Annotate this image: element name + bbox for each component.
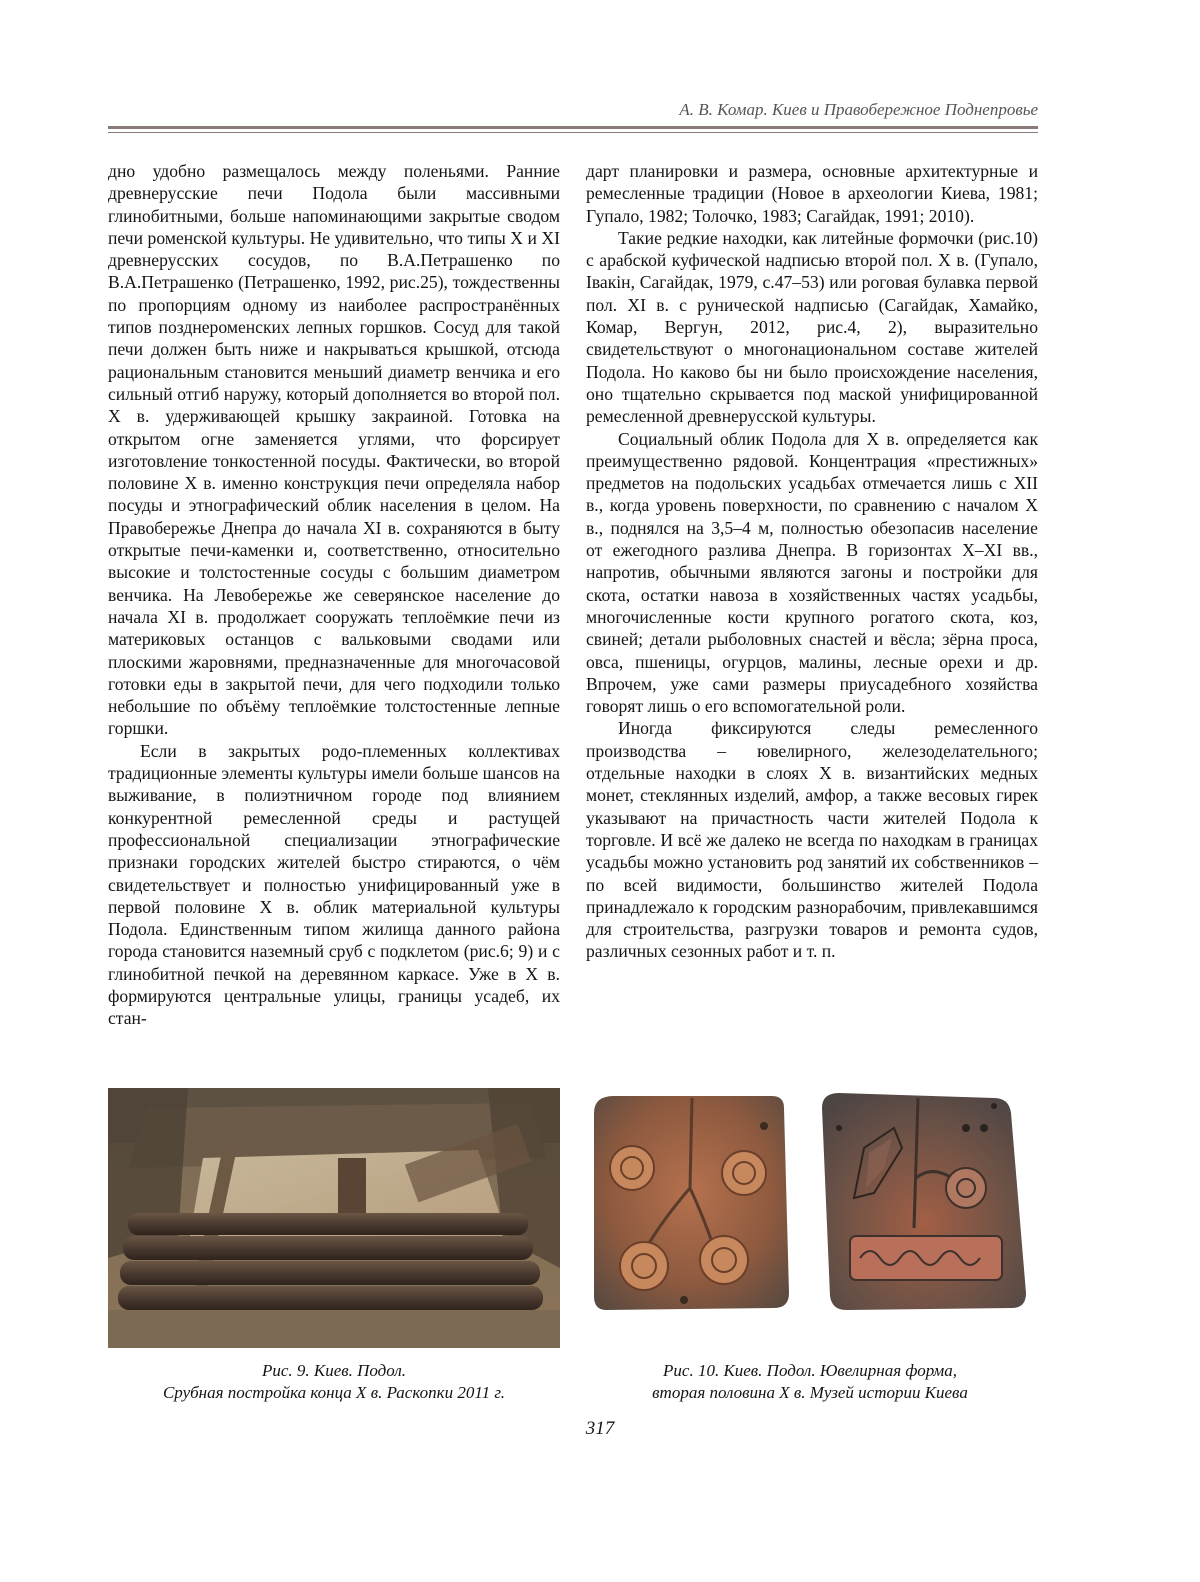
jewellery-mould-image (584, 1088, 1036, 1318)
paragraph: дарт планировки и размера, основные архитектурные и ремесленные традиции (Новое в археологии Киева, 1981; Гупало, 1982; Толочко, 1983; Сагайдак, 1991; 2010). (586, 161, 1038, 226)
header-rule (108, 126, 1038, 129)
caption-line: Срубная постройка конца X в. Раскопки 2011 г. (162, 1383, 506, 1402)
figure-9-caption (108, 1360, 560, 1404)
paragraph: Социальный облик Подола для X в. определяется как преимущественно рядовой. Концентрация «престижных» предметов на подольских усадьбах отмечается лишь с XII в., когда уровень поверхности, по сравнению с началом X в., поднялся на 3,5–4 м, полностью обезопасив население от ежегодного разлива Днепра. В горизонтах X–XI вв., напротив, обычными являются загоны и постройки для скота, остатки навоза в хозяйственных частях усадьбы, многочисленные кости крупного рогатого скота, коз, свиней; детали рыболовных снастей и вёсла; зёрна проса, овса, пшеницы, огурцов, малины, лесные орехи и др. Впрочем, уже сами размеры приусадебного хозяйства говорят лишь о его вспомогательной роли. (586, 428, 1038, 717)
page-number: 317 (585, 1418, 615, 1439)
caption-line: вторая половина X в. Музей истории Киева (652, 1383, 968, 1402)
caption-line: Рис. 9. Киев. Подол. (261, 1361, 407, 1380)
running-head: А. В. Комар. Киев и Правобережное Поднепровье (679, 100, 1038, 119)
figure-10-photo (584, 1088, 1036, 1348)
right-column (586, 160, 1038, 963)
paragraph: Иногда фиксируются следы ремесленного производства – ювелирного, железоделательного; отдельные находки в слоях X в. византийских медных монет, стеклянных изделий, амфор, а также весовых гирек указывают на причастность части жителей Подола к торговле. И всё же далеко не всегда по находкам в границах усадьбы можно установить род занятий их собственников – по всей видимости, большинство жителей Подола принадлежало к городским разнорабочим, привлекавшимся для строительства, разгрузки товаров и ремонта судов, различных сезонных работ и т. п. (586, 718, 1038, 962)
paragraph: дно удобно размещалось между поленьями. Ранние древнерусские печи Подола были массивными глинобитными, больше напоминающими закрытые сводом печи роменской культуры. Не удивительно, что типы X и XI древнерусских сосудов, по В.А.Петрашенко по В.А.Петрашенко (Петрашенко, 1992, рис.25), тождественны по пропорциям одному из наиболее распространённых типов позднероменских лепных горшков. Сосуд для такой печи должен быть ниже и накрываться крышкой, отсюда рациональным становится меньший диаметр венчика и его сильный отгиб наружу, который дополняется во второй пол. X в. удерживающей крышку закраиной. Готовка на открытом огне заменяется углями, что форсирует изготовление тонкостенной посуды. Фактически, во второй половине X в. именно конструкция печи определяла набор посуды и этнографический облик населения в целом. На Правобережье Днепра до начала XI в. сохраняются в быту открытые печи-каменки и, соответственно, относительно высокие и толстостенные сосуды с большим диаметром венчика. На Левобережье же северянское население до начала XI в. продолжает сооружать теплоёмкие печи из материковых останцов с вальковыми сводами или плоскими жаровнями, предназначенные для многочасовой готовки еды в закрытой печи, для чего подходили только небольшие по объёму теплоёмкие толстостенные лепные горшки. (108, 161, 560, 739)
left-column (108, 160, 560, 1030)
excavation-log-house-image (108, 1088, 560, 1348)
paragraph: Такие редкие находки, как литейные формочки (рис.10) с арабской куфической надписью второй пол. X в. (Гупало, Івакін, Сагайдак, 1979, с.47–53) или роговая булавка первой пол. XI в. с рунической надписью (Сагайдак, Хамайко, Комар, Вергун, 2012, рис.4, 2), выразительно свидетельствуют о многонациональном составе жителей Подола. Но каково бы ни было происхождение населения, оно тщательно скрывается под маской унифицированной ремесленной древнерусской культуры. (586, 227, 1038, 427)
caption-line: Рис. 10. Киев. Подол. Ювелирная форма, (663, 1361, 957, 1380)
header-rule-thin (108, 132, 1038, 133)
figure-10-caption (584, 1360, 1036, 1404)
paragraph: Если в закрытых родо-племенных коллективах традиционные элементы культуры имели больше шансов на выживание, в полиэтничном городе под влиянием конкурентной ремесленной среды и растущей профессиональной специализации этнографические признаки городских жителей быстро стираются, о чём свидетельствует и полностью унифицированный уже в первой половине X в. облик материальной культуры Подола. Единственным типом жилища данного района города становится наземный сруб с подклетом (рис.6; 9) и с глинобитной печкой на деревянном каркасе. Уже в X в. формируются центральные улицы, границы усадеб, их стан- (108, 740, 560, 1029)
figure-9-photo (108, 1088, 560, 1348)
